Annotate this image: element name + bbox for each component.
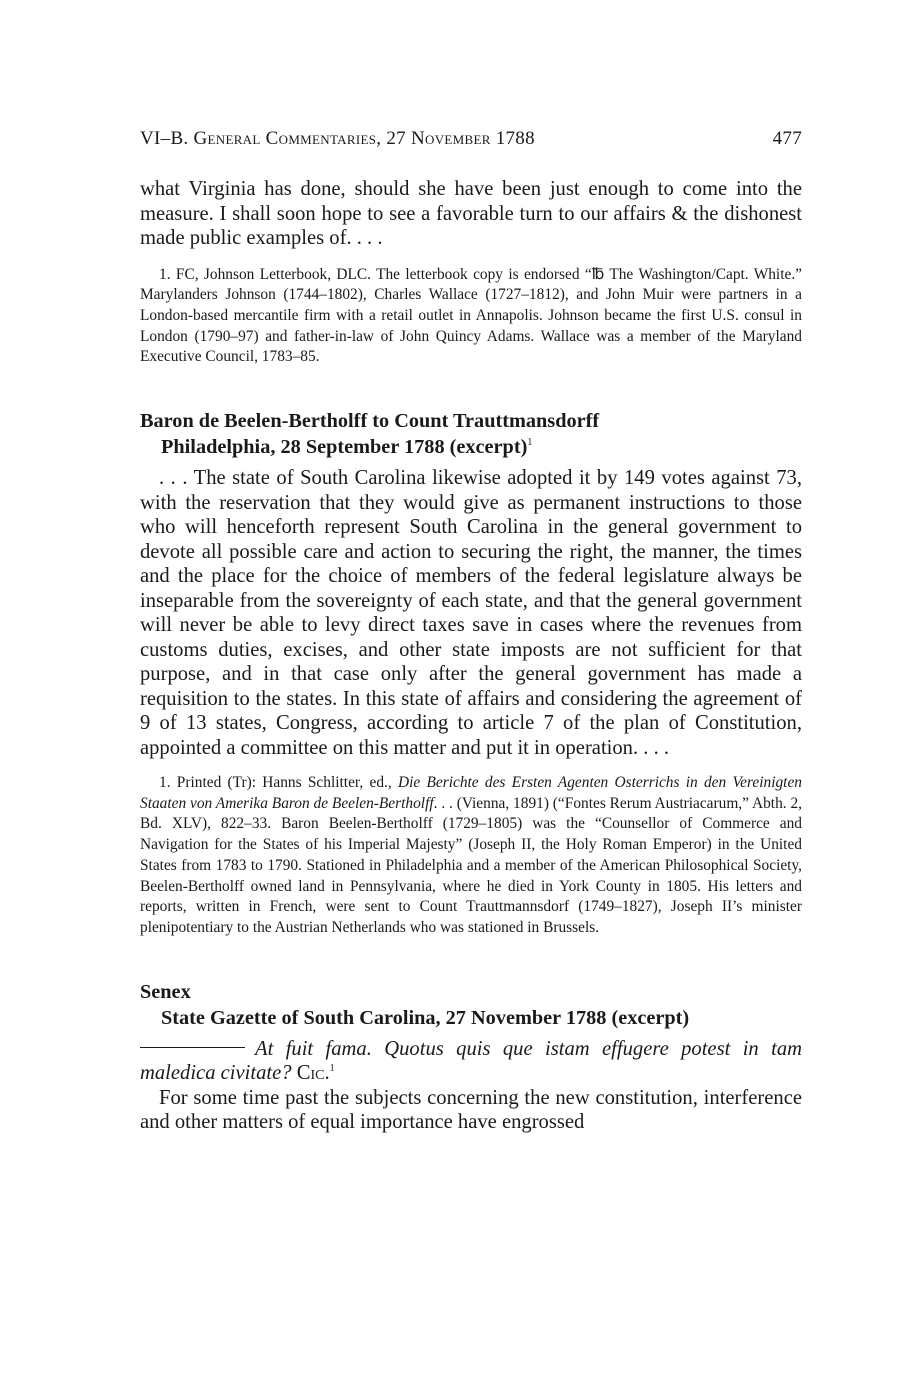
epigraph	[140, 1037, 802, 1086]
dateline-text: Philadelphia, 28 September 1788 (excerpt)	[161, 436, 528, 459]
footnote-johnson: 1. FC, Johnson Letterbook, DLC. The letterbook copy is endorsed “℔ The Washington/Capt. White.” Marylanders Johnson (1744–1802), Charles Wallace (1727–1812), and John Muir were partners in a London-based mercantile firm with a retail outlet in Annapolis. Johnson became the first U.S. consul in London (1790–97) and father-in-law of John Quincy Adams. Wallace was a member of the Maryland Executive Council, 1783–85.	[140, 265, 802, 366]
footnote-rest: . . . (Vienna, 1891) (“Fontes Rerum Austriacarum,” Abth. 2, Bd. XLV), 822–33. Baron Beelen-Bertholff (1729–1805) was the “Counsellor of Commerce and Navigation for the States of his Imperial Majesty” (Joseph II, the Holy Roman Emperor) in the United States from 1783 to 1790. Stationed in Philadelphia and a member of the American Philosophical Society, Beelen-Bertholff owned land in Pennsylvania, where he died in York County in 1805. His letters and reports, written in French, were sent to Count Trauttmannsdorf (1749–1827), Joseph II’s minister plenipotentiary to the Austrian Netherlands who was stationed in Brussels.	[140, 794, 802, 936]
senex-heading-author: Senex	[140, 980, 191, 1003]
document-heading-senex	[140, 979, 802, 1031]
footnote-prefix: 1. Printed (Tr): Hanns Schlitter, ed.,	[159, 774, 392, 792]
continuation-paragraph: what Virginia has done, should she have been just enough to come into the measure. I shall soon hope to see a favorable turn to our affairs & the dishonest made public examples of. . . .	[140, 178, 802, 249]
footnote-bertholff	[140, 773, 802, 939]
running-head-title: VI–B. General Commentaries, 27 November 1788	[140, 128, 535, 149]
page-number: 477	[772, 128, 802, 149]
epigraph-latin: At fuit fama. Quotus quis que istam effugere potest in tam maledica civitate?	[140, 1037, 802, 1085]
document-heading-bertholff	[140, 408, 802, 460]
running-head	[140, 128, 802, 150]
epigraph-attribution: Cic.	[296, 1062, 330, 1085]
senex-heading-source: State Gazette of South Carolina, 27 November 1788 (excerpt)	[161, 1006, 690, 1029]
page-content	[140, 177, 802, 1135]
bertholff-letter-text: . . . The state of South Carolina likewise adopted it by 149 votes against 73, with the reservation that they would give as permanent instructions to those who will henceforth represent South Carolina in the general government to devote all possible care and action to securing the right, the manner, the times and the place for the choice of members of the federal legislature always be inseparable from the sovereignty of each state, and that the general government will never be able to levy direct taxes save in cases where the revenues from customs duties, excises, and other state imposts are not sufficient for that purpose, and in that case only after the general government has made a requisition to the states. In this state of affairs and considering the agreement of 9 of 13 states, Congress, according to article 7 of the plan of Constitution, appointed a committee on this matter and put it in operation. . . .	[140, 467, 802, 759]
footnote-italic-title: Die Berichte des Ersten Agenten Osterrichs in den Vereinigten Staaten von Amerika Baron de Beelen-Bertholff	[140, 774, 802, 812]
epigraph-rule	[140, 1047, 245, 1048]
epigraph-footnote-marker: 1	[329, 1063, 335, 1075]
senex-body-text: For some time past the subjects concerning the new constitution, interference and other matters of equal importance have engrossed	[140, 1086, 802, 1134]
document-heading-dateline	[140, 434, 802, 460]
document-heading-title: Baron de Beelen-Bertholff to Count Trauttmansdorff	[140, 410, 600, 433]
footnote-marker: 1	[527, 437, 533, 449]
